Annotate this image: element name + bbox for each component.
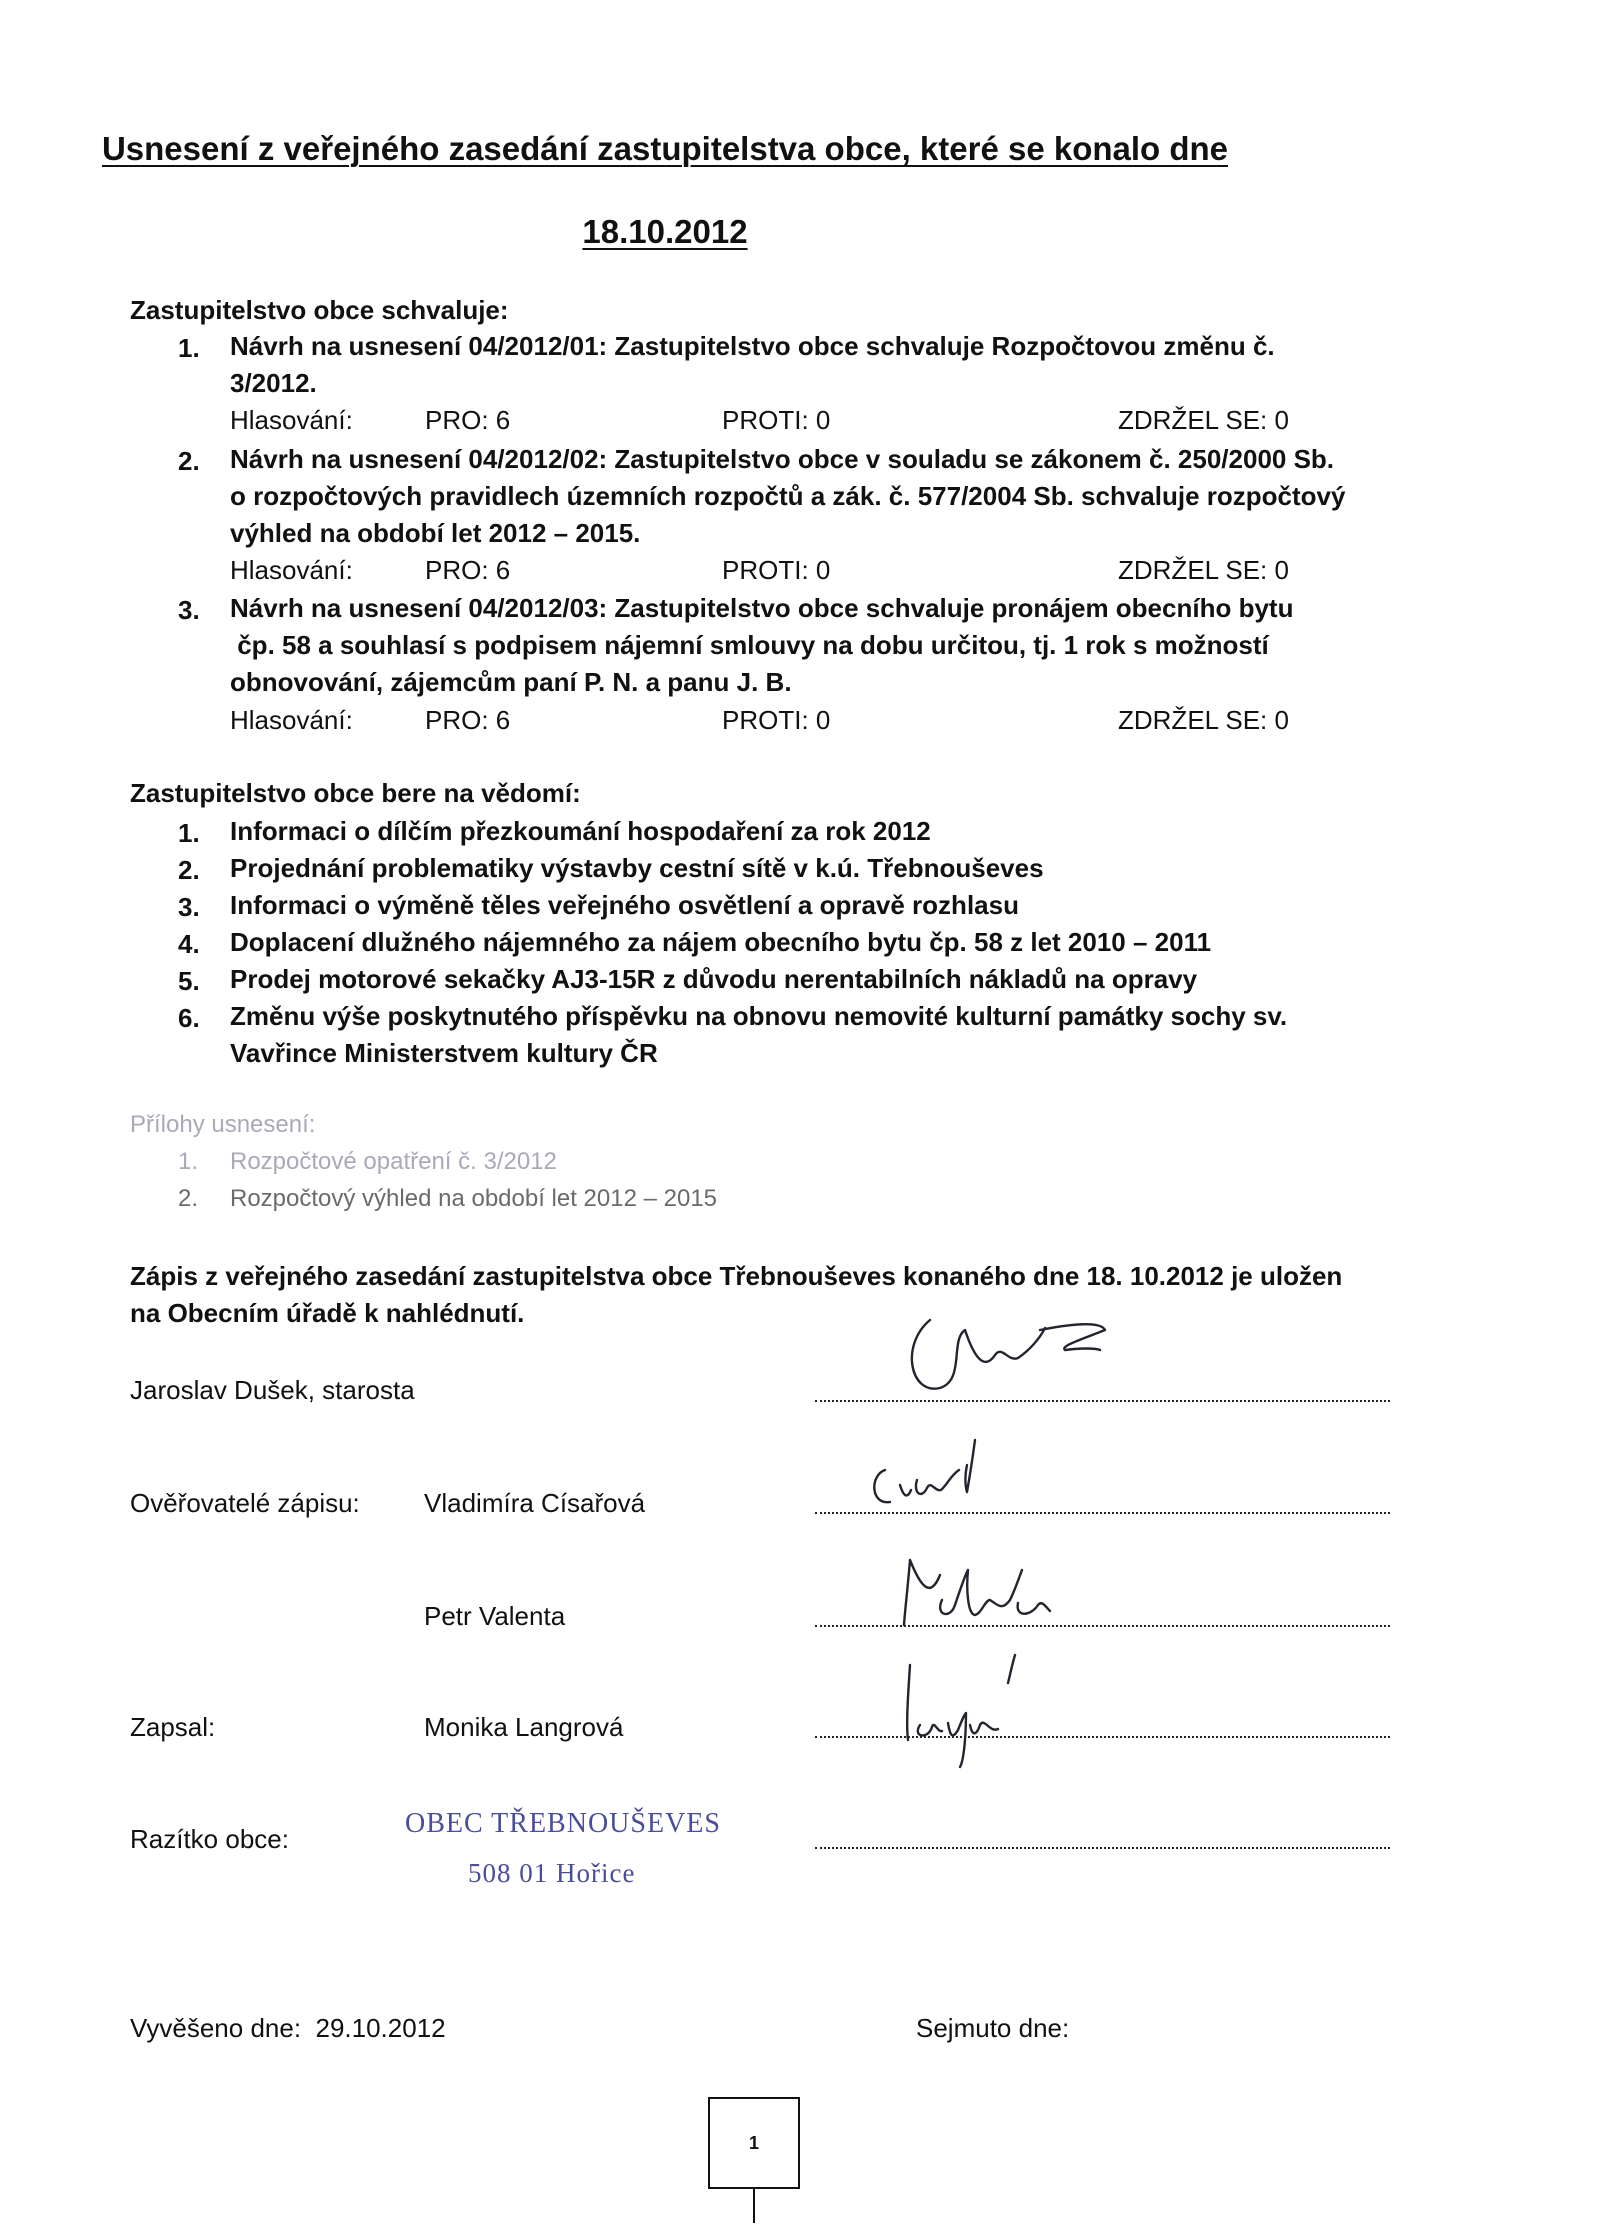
record-statement-line-2: na Obecním úřadě k nahlédnutí.	[130, 1298, 525, 1328]
approve-item-3-line-2: čp. 58 a souhlasí s podpisem nájemní smlouvy na dobu určitou, tj. 1 rok s možností	[230, 630, 1269, 660]
recorder-label: Zapsal:	[130, 1712, 216, 1742]
attachments-heading: Přílohy usnesení:	[130, 1111, 316, 1138]
note-item-5-text: Prodej motorové sekačky AJ3-15R z důvodu nerentabilních nákladů na opravy	[230, 964, 1198, 994]
note-item-4-number: 4.	[178, 929, 200, 959]
approve-item-1-line-1: Návrh na usnesení 04/2012/01: Zastupitelstvo obce schvaluje Rozpočtovou změnu č.	[230, 331, 1275, 361]
municipal-stamp-line-1: OBEC TŘEBNOUŠEVES	[405, 1808, 721, 1839]
note-item-1-number: 1.	[178, 818, 200, 848]
approve-item-2-vote-label: Hlasování:	[230, 555, 353, 585]
verifier-2-signature	[880, 1545, 1080, 1635]
note-item-2-number: 2.	[178, 855, 200, 885]
approve-item-1-vote-pro: PRO: 6	[425, 405, 511, 435]
approve-item-2-vote-zdrzel: ZDRŽEL SE: 0	[1118, 555, 1289, 585]
recorder-signature	[880, 1645, 1080, 1775]
attachment-2-text: Rozpočtový výhled na období let 2012 – 2015	[230, 1185, 718, 1212]
removed-date-label: Sejmuto dne:	[916, 2013, 1070, 2043]
page-number-tick	[753, 2189, 755, 2223]
note-item-6-line-2: Vavřince Ministerstvem kultury ČR	[230, 1038, 658, 1068]
attachment-1-number: 1.	[178, 1148, 199, 1175]
stamp-signature-line	[815, 1847, 1390, 1849]
approve-item-2-number: 2.	[178, 446, 200, 476]
note-item-3-number: 3.	[178, 892, 200, 922]
document-date: 18.10.2012	[582, 213, 748, 250]
approve-item-3-vote-label: Hlasování:	[230, 705, 353, 735]
verifier-2-name: Petr Valenta	[424, 1601, 566, 1631]
attachment-1-text: Rozpočtové opatření č. 3/2012	[230, 1148, 557, 1175]
approve-item-2-line-2: o rozpočtových pravidlech územních rozpočtů a zák. č. 577/2004 Sb. schvaluje rozpočtový	[230, 481, 1346, 511]
approves-heading: Zastupitelstvo obce schvaluje:	[130, 295, 509, 325]
approve-item-1-vote-proti: PROTI: 0	[722, 405, 831, 435]
approve-item-3-vote-pro: PRO: 6	[425, 705, 511, 735]
approve-item-3-line-1: Návrh na usnesení 04/2012/03: Zastupitelstvo obce schvaluje pronájem obecního bytu	[230, 593, 1294, 623]
municipal-stamp-line-2: 508 01 Hořice	[468, 1858, 636, 1888]
record-statement-line-1: Zápis z veřejného zasedání zastupitelstva obce Třebnouševes konaného dne 18. 10.2012 je uložen	[130, 1261, 1343, 1291]
note-item-1-text: Informaci o dílčím přezkoumání hospodaření za rok 2012	[230, 816, 931, 846]
recorder-name: Monika Langrová	[424, 1712, 624, 1742]
note-item-4-text: Doplacení dlužného nájemného za nájem obecního bytu čp. 58 z let 2010 – 2011	[230, 927, 1212, 957]
approve-item-1-line-2: 3/2012.	[230, 368, 317, 398]
approve-item-3-number: 3.	[178, 595, 200, 625]
stamp-label: Razítko obce:	[130, 1824, 289, 1854]
approve-item-3-line-3: obnovování, zájemcům paní P. N. a panu J. B.	[230, 667, 792, 697]
approve-item-2-vote-pro: PRO: 6	[425, 555, 511, 585]
approve-item-2-vote-proti: PROTI: 0	[722, 555, 831, 585]
document-title: Usnesení z veřejného zasedání zastupitelstva obce, které se konalo dne	[101, 130, 1229, 167]
approve-item-2-line-3: výhled na období let 2012 – 2015.	[230, 518, 641, 548]
page-number: 1	[708, 2097, 800, 2189]
approve-item-3-vote-proti: PROTI: 0	[722, 705, 831, 735]
note-item-5-number: 5.	[178, 966, 200, 996]
verifiers-label: Ověřovatelé zápisu:	[130, 1488, 360, 1518]
mayor-name: Jaroslav Dušek, starosta	[130, 1375, 415, 1405]
note-item-2-text: Projednání problematiky výstavby cestní sítě v k.ú. Třebnouševes	[230, 853, 1044, 883]
note-item-6-number: 6.	[178, 1003, 200, 1033]
verifier-1-name: Vladimíra Císařová	[424, 1488, 646, 1518]
attachment-2-number: 2.	[178, 1185, 199, 1212]
approve-item-1-number: 1.	[178, 333, 200, 363]
note-item-6-line-1: Změnu výše poskytnutého příspěvku na obnovu nemovité kulturní památky sochy sv.	[230, 1001, 1288, 1031]
note-item-3-text: Informaci o výměně těles veřejného osvětlení a opravě rozhlasu	[230, 890, 1019, 920]
approve-item-1-vote-zdrzel: ZDRŽEL SE: 0	[1118, 405, 1289, 435]
posted-date: Vyvěšeno dne: 29.10.2012	[130, 2013, 446, 2043]
verifier-1-signature	[855, 1430, 1035, 1520]
mayor-signature	[890, 1300, 1130, 1410]
approve-item-2-line-1: Návrh na usnesení 04/2012/02: Zastupitelstvo obce v souladu se zákonem č. 250/2000 Sb.	[230, 444, 1335, 474]
approve-item-1-vote-label: Hlasování:	[230, 405, 353, 435]
notes-heading: Zastupitelstvo obce bere na vědomí:	[130, 778, 581, 808]
approve-item-3-vote-zdrzel: ZDRŽEL SE: 0	[1118, 705, 1289, 735]
